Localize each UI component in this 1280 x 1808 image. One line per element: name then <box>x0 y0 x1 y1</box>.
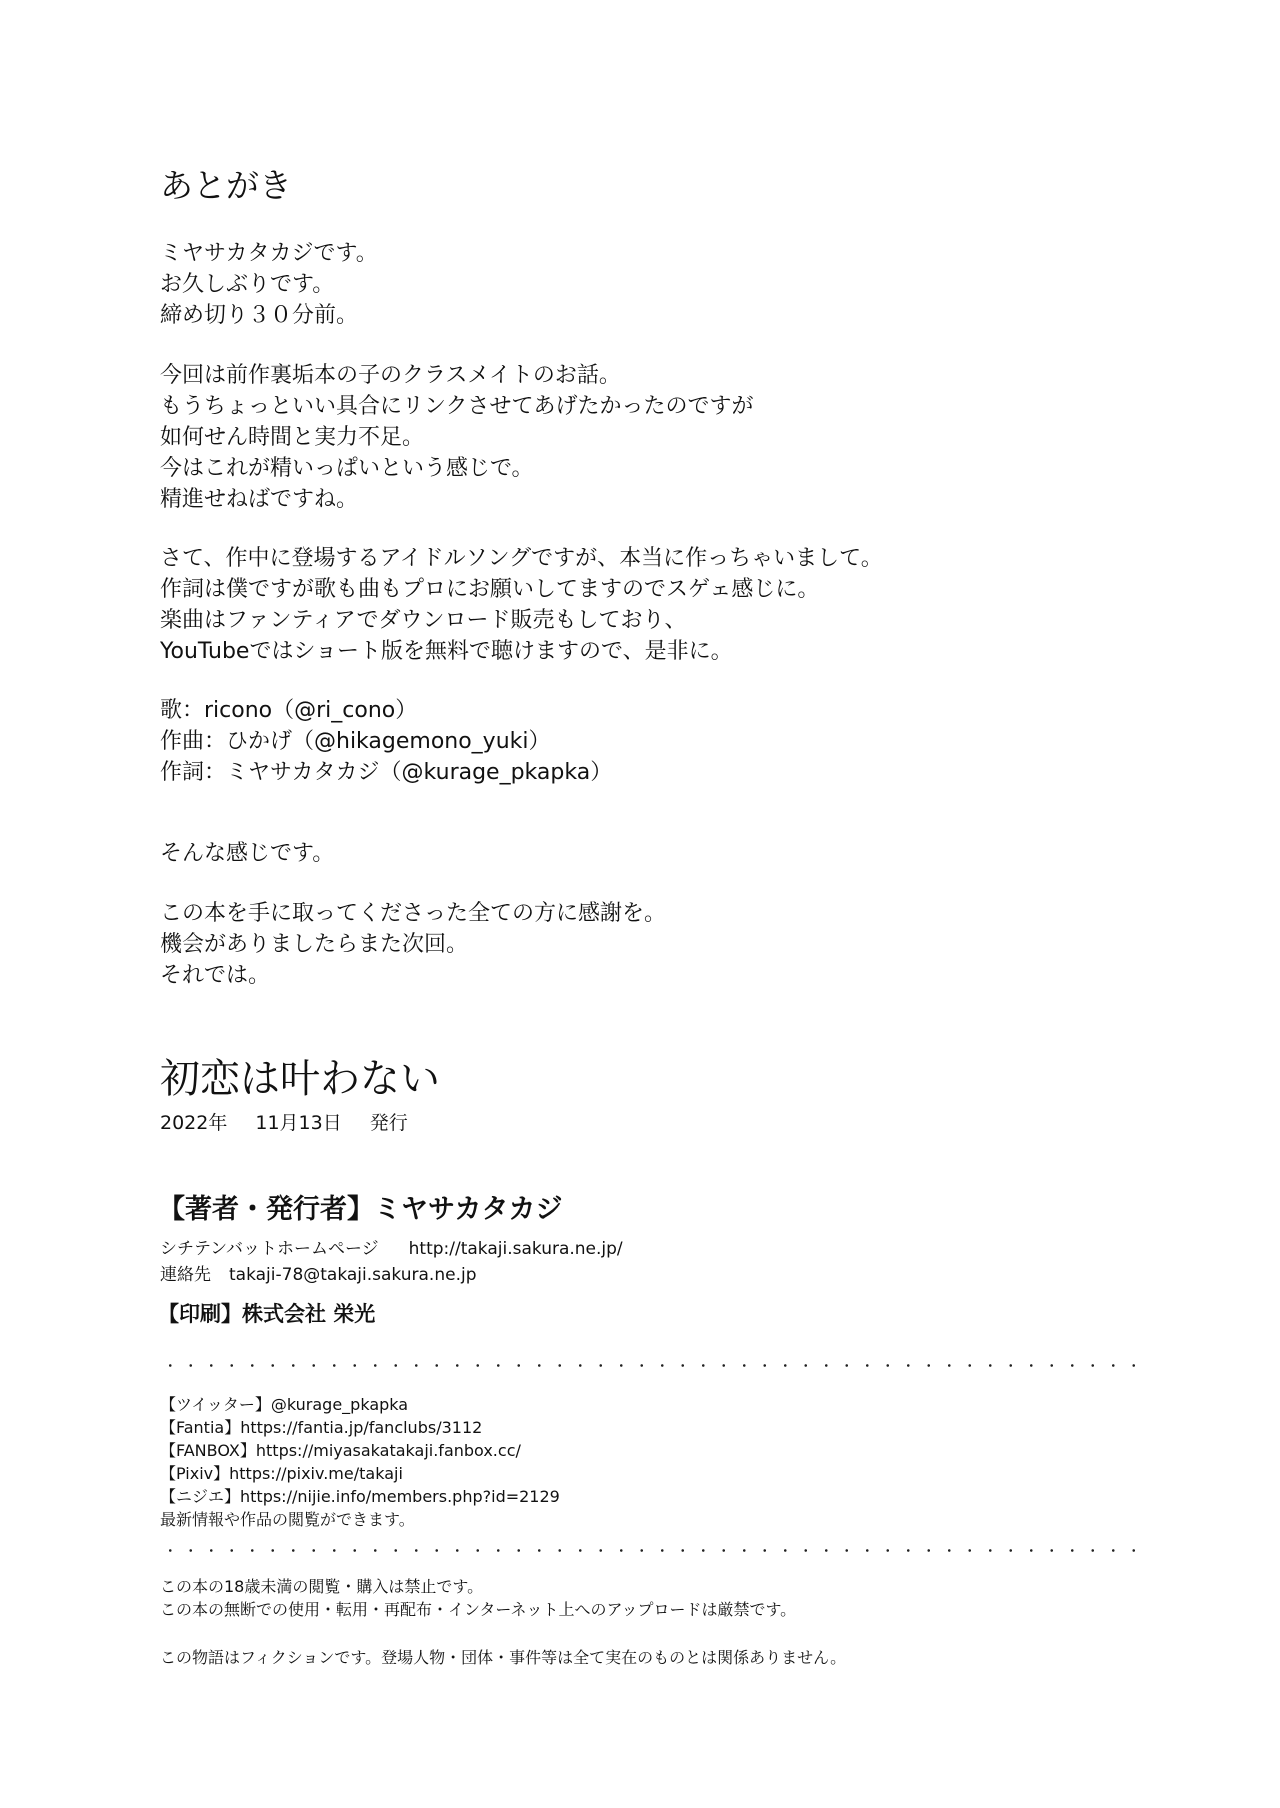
book-title: 初恋は叶わない <box>160 1056 440 1102</box>
link-fantia[interactable]: 【Fantia】https://fantia.jp/fanclubs/3112 <box>160 1418 483 1437</box>
publish-date <box>160 1110 436 1136</box>
song-credit-composer: 作曲：ひかげ（@hikagemono_yuki） <box>160 729 551 754</box>
afterword-line: 作詞は僕ですが歌も曲もプロにお願いしてますのでスゲェ感じに。 <box>160 577 820 602</box>
links-note: 最新情報や作品の閲覧ができます。 <box>160 1510 415 1529</box>
copyright-notice: この本の無断での使用・転用・再配布・インターネット上へのアップロードは厳禁です。 <box>160 1600 797 1619</box>
afterword-line: 機会がありましたらまた次回。 <box>160 932 469 957</box>
fiction-notice: この物語はフィクションです。登場人物・団体・事件等は全て実在のものとは関係ありません。 <box>160 1648 847 1667</box>
printer: 【印刷】株式会社 栄光 <box>158 1302 376 1326</box>
link-nijie[interactable]: 【ニジエ】https://nijie.info/members.php?id=2129 <box>160 1487 560 1506</box>
link-fanbox[interactable]: 【FANBOX】https://miyasakatakaji.fanbox.cc/ <box>160 1441 521 1460</box>
afterword-line: 如何せん時間と実力不足。 <box>160 425 425 450</box>
link-pixiv[interactable]: 【Pixiv】https://pixiv.me/takaji <box>160 1464 403 1483</box>
afterword-line: YouTubeではショート版を無料で聴けますので、是非に。 <box>160 639 733 664</box>
afterword-line: この本を手に取ってくださった全ての方に感謝を。 <box>160 901 667 926</box>
contact-line <box>160 1263 477 1287</box>
publish-day: 11月13日 <box>255 1112 342 1134</box>
publish-label: 発行 <box>369 1112 408 1134</box>
afterword-line: 楽曲はファンティアでダウンロード販売もしており、 <box>160 608 687 633</box>
age-notice: この本の18歳未満の閲覧・購入は禁止です。 <box>160 1577 484 1596</box>
afterword-line: ミヤサカタカジです。 <box>160 241 378 266</box>
dotted-divider <box>160 1364 1140 1367</box>
publish-year: 2022年 <box>160 1112 228 1134</box>
afterword-line: お久しぶりです。 <box>160 272 335 297</box>
song-credit-lyricist: 作詞：ミヤサカタカジ（@kurage_pkapka） <box>160 760 613 785</box>
link-twitter[interactable]: 【ツイッター】@kurage_pkapka <box>160 1395 409 1414</box>
homepage-line <box>160 1237 623 1261</box>
afterword-line: さて、作中に登場するアイドルソングですが、本当に作っちゃいまして。 <box>160 546 883 571</box>
afterword-line: それでは。 <box>160 963 271 988</box>
contact-label: 連絡先 <box>160 1265 211 1285</box>
afterword-line: 今回は前作裏垢本の子のクラスメイトのお話。 <box>160 363 621 388</box>
afterword-line: そんな感じです。 <box>160 841 335 866</box>
afterword-heading: あとがき <box>160 166 292 205</box>
song-credit-vocal: 歌：ricono（@ri_cono） <box>160 698 418 723</box>
afterword-line: 今はこれが精いっぱいという感じで。 <box>160 456 534 481</box>
afterword-line: もうちょっといい具合にリンクさせてあげたかったのですが <box>160 394 754 419</box>
homepage-url[interactable]: http://takaji.sakura.ne.jp/ <box>408 1239 623 1259</box>
homepage-label: シチテンバットホームページ <box>160 1239 379 1259</box>
afterword-line: 精進せねばですね。 <box>160 487 359 512</box>
afterword-line: 締め切り３０分前。 <box>160 303 359 328</box>
dotted-divider <box>160 1549 1140 1552</box>
author-publisher: 【著者・発行者】ミヤサカタカジ <box>158 1194 563 1225</box>
contact-email[interactable]: takaji-78@takaji.sakura.ne.jp <box>229 1265 477 1285</box>
